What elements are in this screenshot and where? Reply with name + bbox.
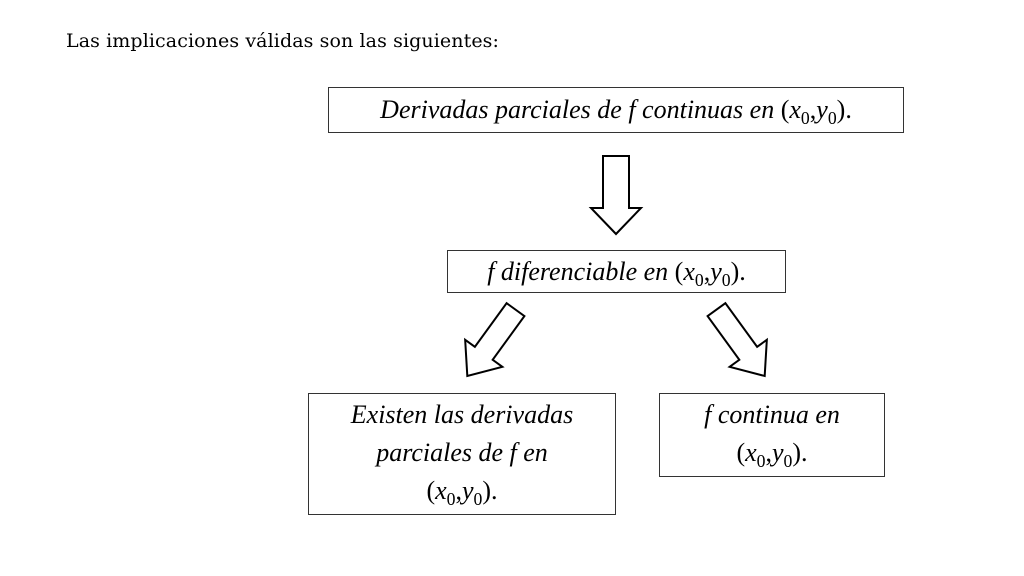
box-continuous: [659, 393, 885, 477]
box-differentiable: f diferenciable en $(x_0,y_0)$.: [447, 250, 786, 293]
arrow-down-right-implication-icon: [698, 296, 783, 389]
box-partial-derivatives-exist: [308, 393, 616, 515]
box-left-line1: Existen las derivadas: [350, 400, 574, 429]
intro-text: Las implicaciones válidas son las siguientes:: [66, 30, 500, 52]
box-top-text: Derivadas parciales de f continuas en: [380, 95, 781, 124]
arrow-down-left-implication-icon: [449, 296, 534, 389]
arrow-down-implication-icon: [591, 156, 641, 234]
box-right-line1: f continua en: [704, 400, 840, 429]
box-continuous-partial-derivatives: Derivadas parciales de f continuas en $(x_0,y_0)$.: [328, 87, 904, 133]
box-left-line2: parciales de f en: [376, 438, 548, 467]
box-right-line2: $(x_0,y_0)$.: [736, 438, 808, 471]
box-left-line3: $(x_0,y_0)$.: [426, 476, 498, 509]
box-middle-text: f diferenciable en: [487, 257, 675, 286]
